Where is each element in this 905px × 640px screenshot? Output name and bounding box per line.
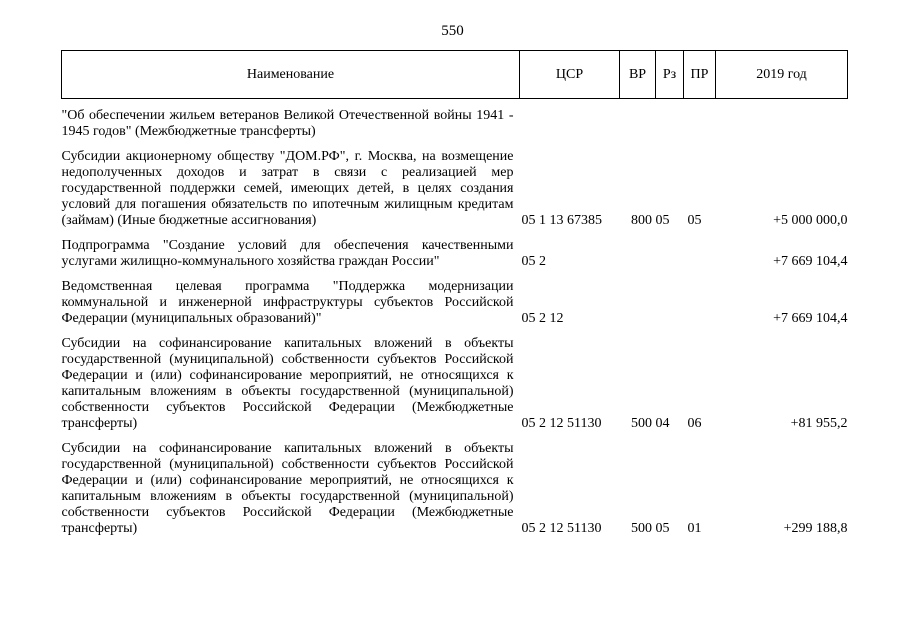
header-pr: ПР [684, 51, 716, 99]
row-rz [656, 279, 684, 336]
header-row [62, 51, 848, 99]
row-pr: 01 [687, 521, 702, 536]
row-amount: +81 955,2 [790, 416, 848, 431]
row-csr: 05 2 [521, 254, 546, 269]
table-row [62, 336, 848, 441]
row-amount [716, 99, 848, 150]
header-vr: ВР [620, 51, 656, 99]
row-csr [520, 99, 620, 150]
header-csr: ЦСР [520, 51, 620, 99]
row-pr [684, 238, 716, 279]
row-rz: 05 [655, 213, 670, 228]
header-year: 2019 год [716, 51, 848, 99]
row-csr: 05 2 12 51130 [521, 521, 602, 536]
row-vr [620, 279, 656, 336]
row-vr [620, 99, 656, 150]
row-vr: 500 [631, 416, 652, 431]
row-rz [656, 99, 684, 150]
header-name: Наименование [62, 51, 520, 99]
page-number: 550 [441, 23, 464, 39]
row-name: Субсидии на софинансирование капитальных вложений в объекты государственной (муниципальной) собственности субъектов Российской Федерации и (или) софинансирование мероприятий, не относящихся к капитальным вложениям в объекты государственной (муниципальной) собственности субъектов Российской Федерации (Межбюджетные трансферты) [61, 336, 514, 431]
budget-table [61, 50, 848, 546]
row-csr: 05 2 12 51130 [521, 416, 602, 431]
row-csr: 05 1 13 67385 [521, 213, 602, 228]
row-vr: 500 [631, 521, 652, 536]
row-pr [684, 99, 716, 150]
row-rz: 05 [655, 521, 670, 536]
table-row [62, 441, 848, 546]
row-vr: 800 [631, 213, 652, 228]
table-row [62, 279, 848, 336]
table-row [62, 149, 848, 238]
row-pr [684, 279, 716, 336]
row-name: "Об обеспечении жильем ветеранов Великой Отечественной войны 1941 - 1945 годов" (Межбюджетные трансферты) [61, 108, 514, 139]
row-name: Подпрограмма "Создание условий для обеспечения качественными услугами жилищно-коммунального хозяйства граждан России" [61, 238, 514, 269]
row-name: Субсидии на софинансирование капитальных вложений в объекты государственной (муниципальной) собственности субъектов Российской Федерации и (или) софинансирование мероприятий, не относящихся к капитальным вложениям в объекты государственной (муниципальной) собственности субъектов Российской Федерации (Межбюджетные трансферты) [61, 441, 514, 536]
row-pr: 06 [687, 416, 702, 431]
row-name: Субсидии акционерному обществу "ДОМ.РФ", г. Москва, на возмещение недополученных доходов и затрат в связи с реализацией мер государственной поддержки семей, имеющих детей, в целях создания условий для погашения обязательств по ипотечным жилищным кредитам (займам) (Иные бюджетные ассигнования) [61, 149, 514, 228]
table-row [62, 238, 848, 279]
table-header [62, 51, 848, 99]
row-amount: +5 000 000,0 [773, 213, 848, 228]
row-name: Ведомственная целевая программа "Поддержка модернизации коммунальной и инженерной инфраструктуры субъектов Российской Федерации (муниципальных образований)" [61, 279, 514, 326]
row-rz [656, 238, 684, 279]
header-rz: Рз [656, 51, 684, 99]
table-body [62, 99, 848, 547]
row-csr: 05 2 12 [521, 311, 564, 326]
row-rz: 04 [655, 416, 670, 431]
row-pr: 05 [687, 213, 702, 228]
row-amount: +7 669 104,4 [773, 311, 848, 326]
table-row [62, 99, 848, 150]
row-amount: +299 188,8 [783, 521, 848, 536]
row-amount: +7 669 104,4 [773, 254, 848, 269]
row-vr [620, 238, 656, 279]
